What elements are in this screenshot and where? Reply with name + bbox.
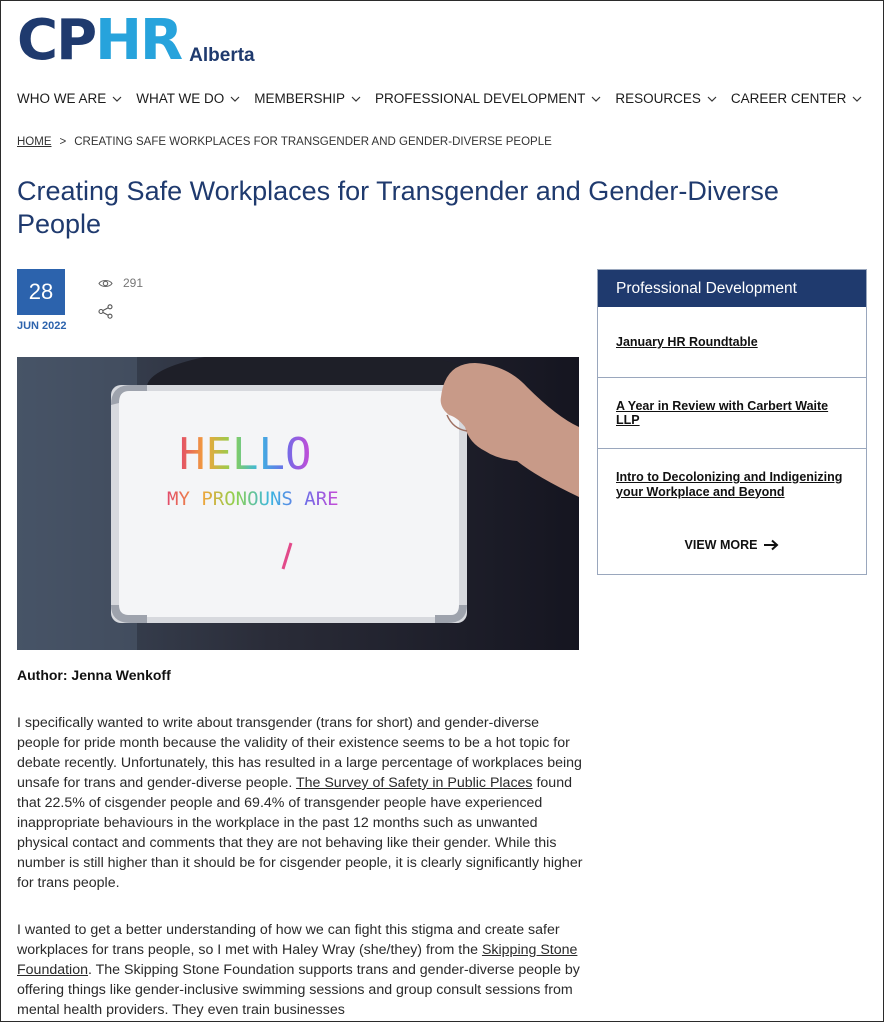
- date-day-badge: [17, 269, 65, 315]
- breadcrumb-current: CREATING SAFE WORKPLACES FOR TRANSGENDER AND GENDER-DIVERSE PEOPLE: [74, 136, 552, 148]
- nav-professional-development[interactable]: [375, 91, 601, 106]
- chevron-down-icon: [351, 94, 361, 104]
- sign-text-hello: HELLO: [179, 429, 312, 480]
- view-more-button[interactable]: [598, 538, 866, 552]
- chevron-down-icon: [112, 94, 122, 104]
- share-button[interactable]: [98, 304, 113, 324]
- nav-who-we-are[interactable]: [17, 91, 122, 106]
- cphr-alberta-logo[interactable]: [17, 8, 255, 73]
- view-count: [98, 276, 143, 290]
- nav-label: CAREER CENTER: [730, 91, 847, 106]
- sidebar-item: [598, 307, 866, 378]
- paragraph-text: found that 22.5% of cisgender people and 69.4% of transgender people have experienced inappropriate behaviours in the workplace in the past 12 months such as unwanted physical contact and comments that they are not behaving like their gender. While this number is still higher than it should be for cisgender people, it is clearly significantly higher for trans people.: [17, 775, 583, 891]
- nav-label: MEMBERSHIP: [254, 91, 346, 106]
- article-author: Author: Jenna Wenkoff: [17, 667, 171, 683]
- sidebar-item: [598, 449, 866, 520]
- skipping-stone-foundation-link[interactable]: Skipping Stone Foundation: [17, 942, 578, 978]
- sidebar-item-link[interactable]: A Year in Review with Carbert Waite LLP: [616, 398, 829, 427]
- nav-resources[interactable]: [615, 91, 717, 106]
- breadcrumb-home-link[interactable]: HOME: [17, 136, 52, 148]
- sign-text-pronouns: MY PRONOUNS ARE: [167, 488, 339, 510]
- view-count-value: 291: [123, 276, 144, 290]
- date-day: 28: [28, 279, 54, 304]
- view-more-label: VIEW MORE: [684, 538, 758, 552]
- breadcrumb: [17, 136, 552, 148]
- logo-cp-text: CP: [17, 8, 96, 73]
- paragraph-text: I specifically wanted to write about transgender (trans for short) and gender-diverse people for pride month because the validity of their existence seems to be a hot topic for debate recently. Unfortunately, this has resulted in a large percentage of workplaces being unsafe for trans and gender-diverse people.: [17, 715, 582, 791]
- page-title: Creating Safe Workplaces for Transgender and Gender-Diverse People: [17, 176, 779, 239]
- article-paragraph: [17, 920, 583, 1020]
- chevron-down-icon: [852, 94, 862, 104]
- eye-icon: [98, 278, 113, 289]
- nav-career-center[interactable]: [731, 91, 863, 106]
- nav-label: RESOURCES: [615, 91, 701, 106]
- paragraph-text: I wanted to get a better understanding of how we can fight this stigma and create safer workplaces for trans people, so I met with Haley Wray (she/they) from the: [17, 922, 560, 958]
- breadcrumb-separator: >: [59, 136, 67, 148]
- nav-what-we-do[interactable]: [136, 91, 240, 106]
- article-paragraph: [17, 713, 583, 893]
- logo-region-text: Alberta: [189, 45, 255, 66]
- sidebar-heading: Professional Development: [598, 270, 866, 307]
- arrow-right-icon: [763, 539, 779, 551]
- main-nav: [17, 91, 876, 106]
- professional-development-sidebar: [597, 269, 867, 575]
- chevron-down-icon: [707, 94, 717, 104]
- chevron-down-icon: [591, 94, 601, 104]
- article-hero-image: [17, 357, 579, 650]
- date-month-year: JUN 2022: [17, 320, 67, 332]
- nav-label: PROFESSIONAL DEVELOPMENT: [375, 91, 586, 106]
- paragraph-text: . The Skipping Stone Foundation supports trans and gender-diverse people by offering things like gender-inclusive swimming sessions and group consult sessions from mental health providers. They even train businesses: [17, 962, 580, 1018]
- hello-pronouns-sign-illustration: [17, 357, 579, 650]
- sidebar-item: [598, 378, 866, 449]
- nav-label: WHAT WE DO: [136, 91, 225, 106]
- nav-label: WHO WE ARE: [17, 91, 107, 106]
- share-icon: [98, 304, 113, 319]
- chevron-down-icon: [230, 94, 240, 104]
- nav-membership[interactable]: [254, 91, 361, 106]
- sidebar-item-link[interactable]: Intro to Decolonizing and Indigenizing your Workplace and Beyond: [616, 470, 843, 499]
- logo-hr-text: HR: [95, 8, 182, 73]
- survey-of-safety-link[interactable]: The Survey of Safety in Public Places: [295, 775, 533, 791]
- sidebar-item-link[interactable]: January HR Roundtable: [616, 334, 758, 349]
